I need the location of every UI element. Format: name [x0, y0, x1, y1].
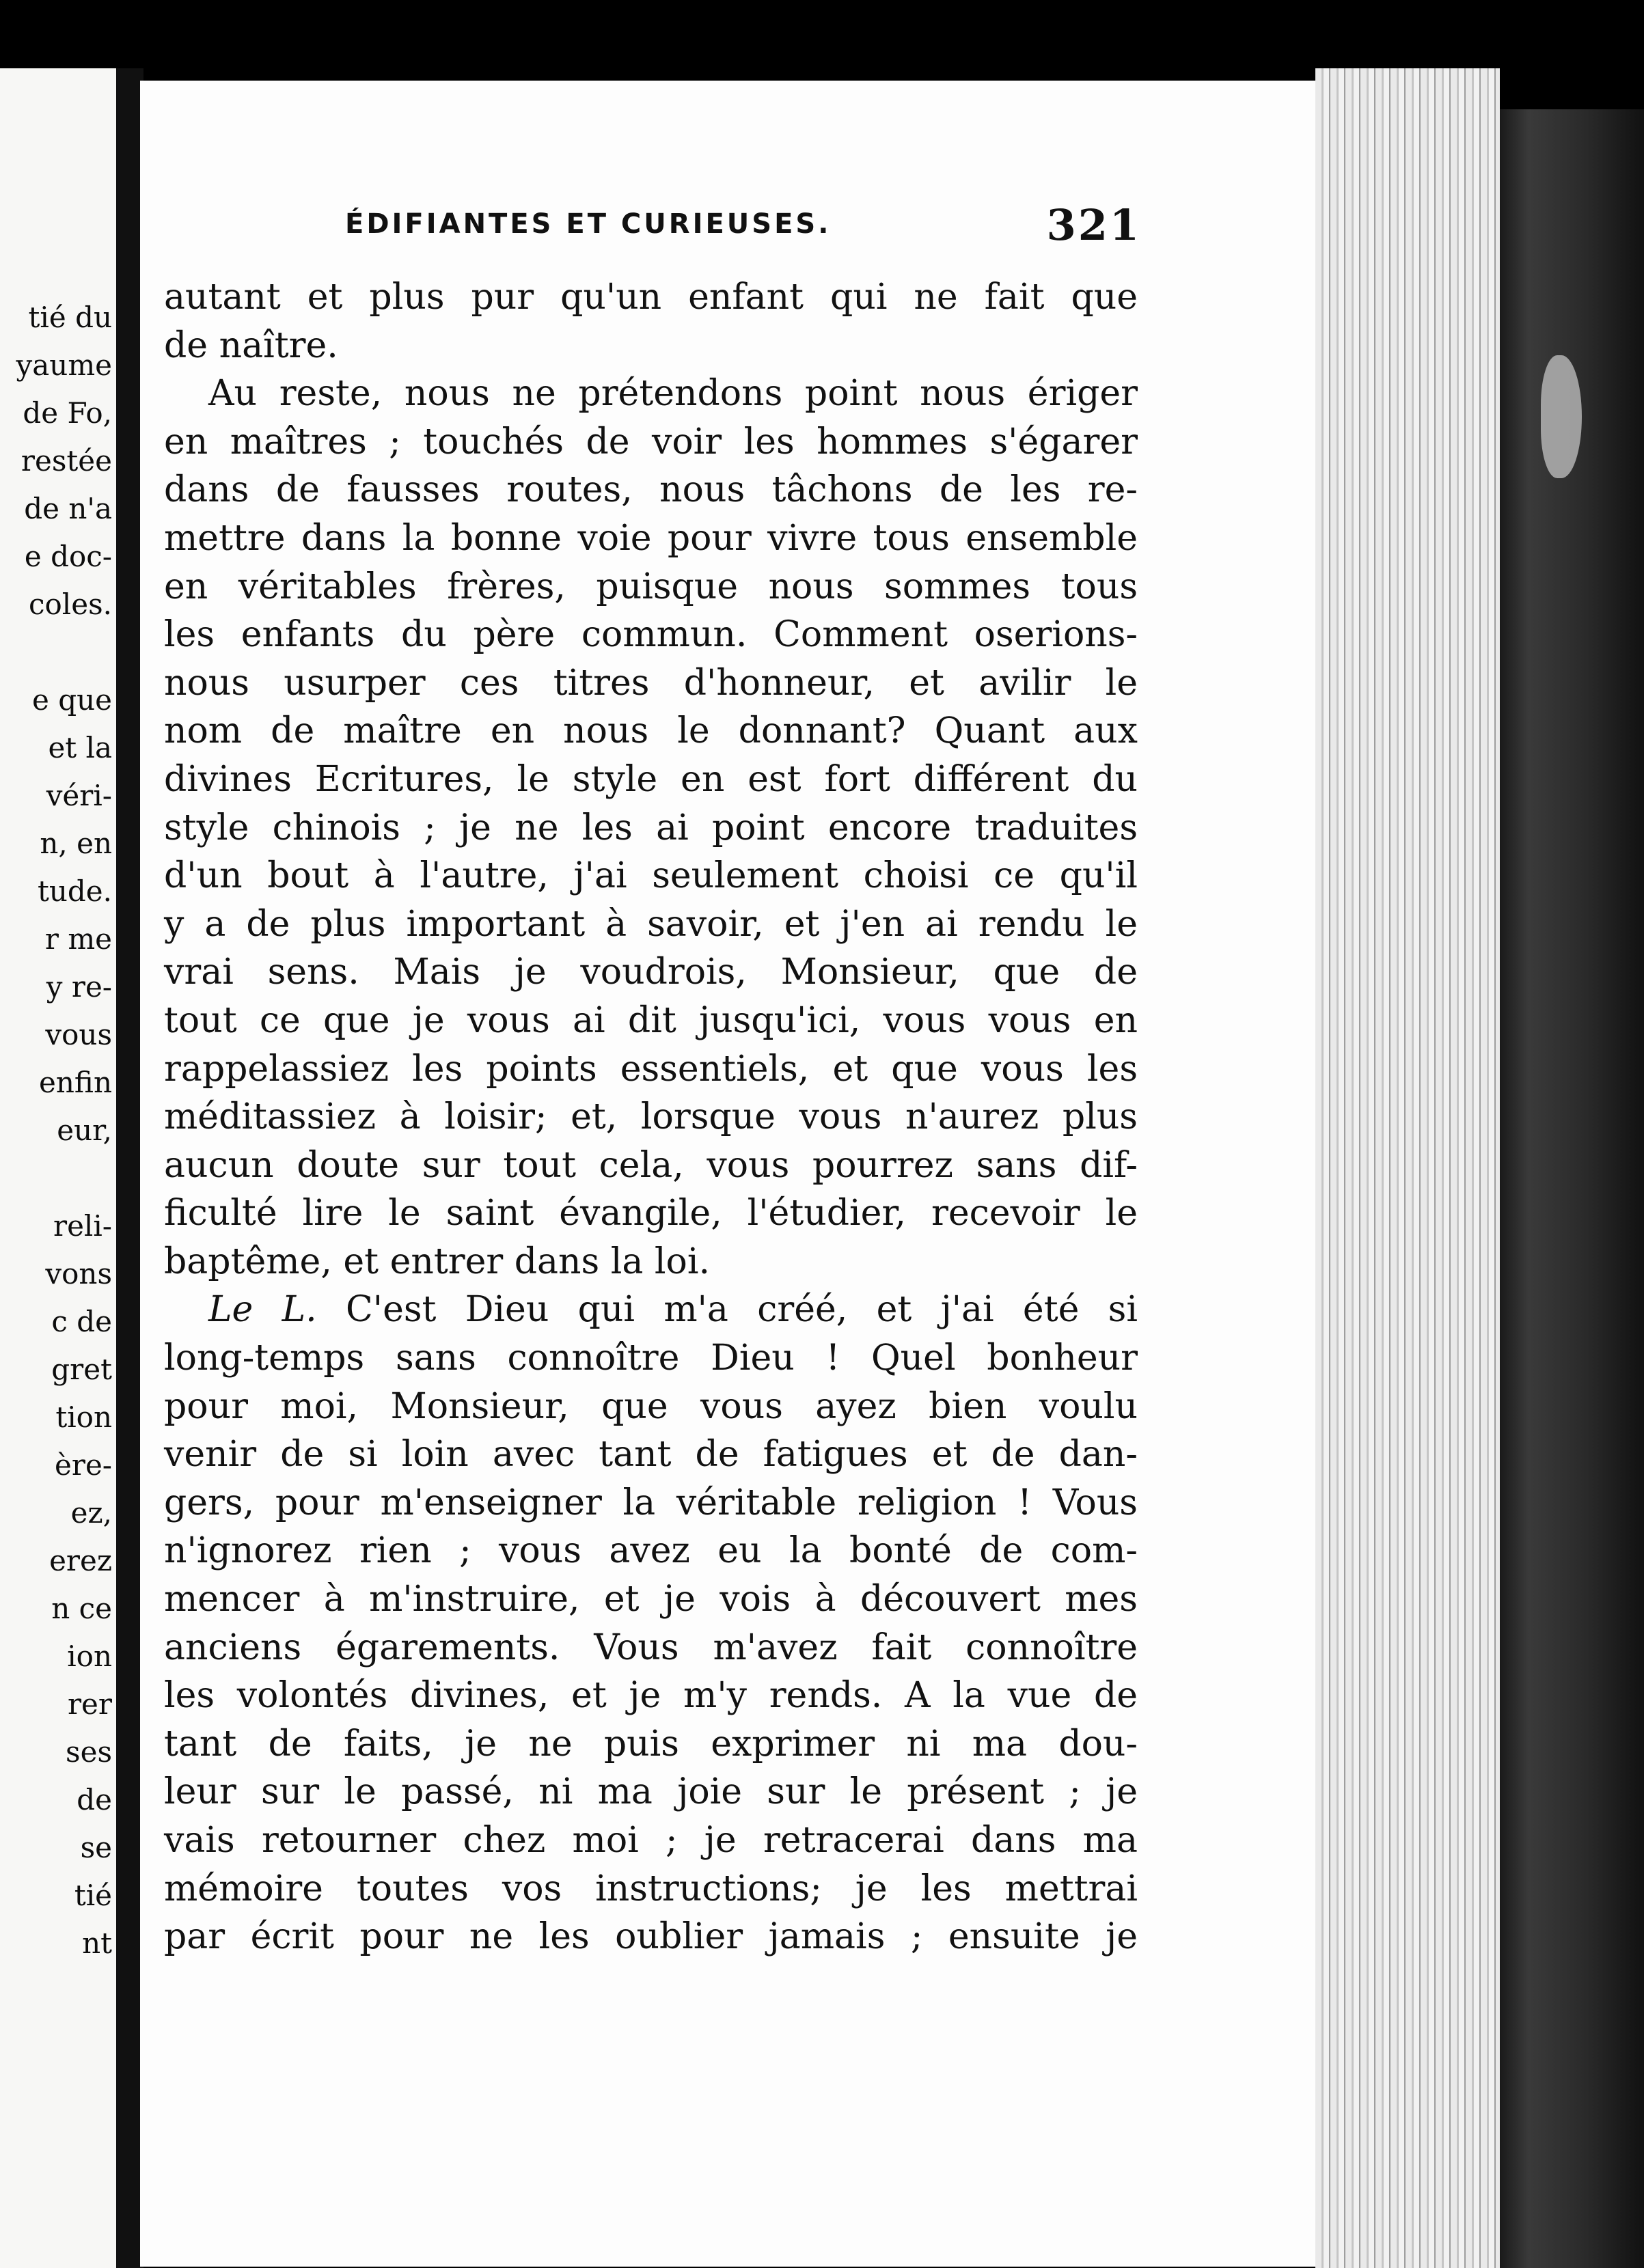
text-line: mencer à m'instruire, et je vois à découvert mes — [164, 1579, 1138, 1620]
facing-page-line: nt — [82, 1926, 112, 1960]
facing-page-line: rer — [67, 1687, 112, 1721]
facing-page — [0, 68, 116, 2268]
facing-page-line: ion — [67, 1640, 112, 1673]
cover-clasp — [1541, 355, 1582, 478]
page-header — [345, 200, 1141, 263]
facing-page-line: vons — [45, 1257, 112, 1290]
text-line: aucun doute sur tout cela, vous pourrez sans dif- — [164, 1144, 1138, 1186]
text-line: nom de maître en nous le donnant? Quant aux — [164, 710, 1138, 752]
facing-page-line: r me — [44, 922, 112, 956]
facing-page-line: de Fo, — [23, 396, 112, 430]
text-line: baptême, et entrer dans la loi. — [164, 1241, 711, 1282]
text-line: anciens égarements. Vous m'avez fait connoître — [164, 1627, 1138, 1668]
facing-page-line: coles. — [28, 587, 112, 621]
text-line: les enfants du père commun. Comment oserions- — [164, 614, 1138, 656]
facing-page-line: se — [80, 1831, 112, 1864]
text-line: n'ignorez rien ; vous avez eu la bonté de com- — [164, 1530, 1138, 1572]
text-line: venir de si loin avec tant de fatigues et de dan- — [164, 1434, 1138, 1476]
facing-page-line: véri- — [46, 779, 112, 812]
text-line — [164, 1286, 1138, 1334]
text-line: style chinois ; je ne les ai point encore traduites — [164, 807, 1138, 848]
facing-page-line — [16, 628, 113, 676]
text-line: vais retourner chez moi ; je retracerai dans ma — [164, 1820, 1138, 1861]
facing-page-line: y re- — [46, 970, 112, 1004]
facing-page-line: c de — [51, 1305, 112, 1338]
facing-page-line: de — [77, 1783, 112, 1816]
facing-page-line: ez, — [70, 1496, 112, 1530]
text-line: dans de fausses routes, nous tâchons de les re- — [164, 469, 1138, 511]
text-line: vrai sens. Mais je voudrois, Monsieur, que de — [164, 952, 1138, 993]
text-line: rappelassiez les points essentiels, et que vous les — [164, 1048, 1138, 1090]
facing-page-text — [16, 294, 113, 1967]
book-gutter — [116, 68, 143, 2268]
speech-text: C'est Dieu qui m'a créé, et j'ai été si — [345, 1289, 1138, 1331]
facing-page-line: n ce — [51, 1592, 112, 1625]
text-line: pour moi, Monsieur, que vous ayez bien voulu — [164, 1385, 1138, 1427]
text-line: Au reste, nous ne prétendons point nous ériger — [208, 373, 1138, 415]
facing-page-line: de n'a — [24, 492, 112, 525]
text-line: tant de faits, je ne puis exprimer ni ma dou- — [164, 1723, 1138, 1765]
text-line: ficulté lire le saint évangile, l'étudier, recevoir le — [164, 1193, 1138, 1234]
facing-page-line — [16, 1154, 113, 1202]
facing-page-line: tion — [55, 1400, 112, 1434]
facing-page-line: eur, — [57, 1114, 112, 1147]
text-line: y a de plus important à savoir, et j'en ai rendu le — [164, 903, 1138, 945]
text-line: mettre dans la bonne voie pour vivre tous ensemble — [164, 517, 1138, 559]
text-line: en véritables frères, puisque nous sommes tous — [164, 566, 1138, 607]
text-line: gers, pour m'enseigner la véritable religion ! Vous — [164, 1482, 1138, 1523]
text-line: de naître. — [164, 324, 338, 366]
page-number: 321 — [1046, 200, 1141, 250]
facing-page-line: et la — [48, 731, 112, 764]
facing-page-line: enfin — [39, 1066, 112, 1099]
text-line: nous usurper ces titres d'honneur, et avilir le — [164, 662, 1138, 704]
facing-page-line: ses — [66, 1735, 112, 1769]
facing-page-line: gret — [51, 1353, 112, 1386]
facing-page-line: erez — [49, 1544, 112, 1577]
facing-page-line: tude. — [37, 874, 112, 908]
text-line: d'un bout à l'autre, j'ai seulement choisi ce qu'il — [164, 855, 1138, 897]
facing-page-line: tié — [74, 1879, 112, 1912]
text-line: méditassiez à loisir; et, lorsque vous n'aurez plus — [164, 1096, 1138, 1138]
facing-page-line: e doc- — [24, 540, 112, 573]
facing-page-line: e que — [32, 683, 112, 717]
text-line: tout ce que je vous ai dit jusqu'ici, vous vous en — [164, 999, 1138, 1041]
page-body — [164, 273, 1138, 1961]
text-line: mémoire toutes vos instructions; je les mettrai — [164, 1868, 1138, 1909]
running-head: ÉDIFIANTES ET CURIEUSES. — [345, 208, 832, 240]
facing-page-line: reli- — [53, 1209, 112, 1243]
text-line: divines Ecritures, le style en est fort différent du — [164, 758, 1138, 800]
speaker-label: Le L. — [208, 1289, 317, 1331]
facing-page-line: ère- — [55, 1448, 112, 1482]
facing-page-line: vous — [45, 1018, 112, 1051]
facing-page-line: tié du — [28, 301, 112, 334]
text-line: en maîtres ; touchés de voir les hommes s'égarer — [164, 421, 1138, 462]
facing-page-line: n, en — [40, 827, 112, 860]
text-line: par écrit pour ne les oublier jamais ; ensuite je — [164, 1916, 1138, 1958]
facing-page-line: restée — [20, 444, 112, 478]
text-line: leur sur le passé, ni ma joie sur le présent ; je — [164, 1771, 1138, 1813]
page-edges — [1315, 68, 1500, 2268]
facing-page-line: yaume — [16, 348, 112, 382]
text-line: long-temps sans connoître Dieu ! Quel bonheur — [164, 1338, 1138, 1379]
text-line: les volontés divines, et je m'y rends. A la vue de — [164, 1675, 1138, 1717]
text-line: autant et plus pur qu'un enfant qui ne fait que — [164, 277, 1138, 318]
